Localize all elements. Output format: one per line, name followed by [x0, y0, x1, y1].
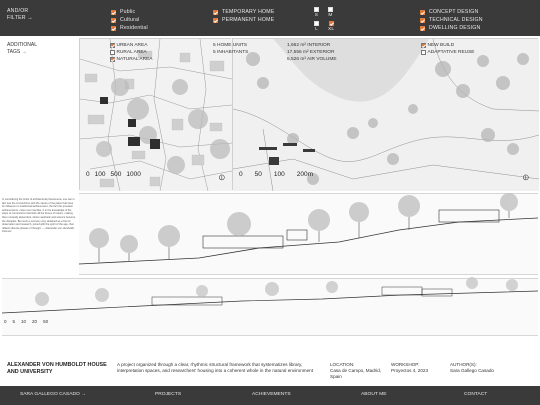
filter-size-l[interactable] [314, 21, 319, 32]
filter-toggle[interactable] [7, 8, 33, 22]
north-arrow-icon: ⦶ [219, 173, 225, 182]
filter-size-m-label: M [328, 13, 333, 18]
filter-public-label: Public [120, 9, 136, 15]
nav-projects[interactable]: PROJECTS [155, 392, 182, 397]
filter-concept-design[interactable] [420, 8, 483, 16]
checkbox-residential[interactable] [111, 26, 116, 31]
size-filter-group [314, 7, 340, 33]
nav-about-me[interactable]: ABOUT ME [361, 392, 387, 397]
scale-50: 50 [254, 171, 262, 178]
scale-200m: 200m [296, 171, 313, 178]
home-units: 5 HOME UNITS [213, 43, 248, 48]
checkbox-natural-area[interactable] [110, 57, 115, 62]
tag-adaptative-reuse-label: ADAPTATIVE REUSE [427, 50, 475, 55]
filter-bar [0, 0, 540, 36]
interior-surface: 1,662 m² INTERIOR [287, 43, 331, 48]
scale-0: 0 [239, 171, 243, 178]
section-scale-5: 5 [12, 319, 16, 324]
filter-dwelling-design[interactable] [420, 24, 483, 32]
filter-size-xl-label: XL [328, 27, 335, 32]
additional-tags-line2: TAGS → [7, 48, 27, 55]
filter-residential-label: Residential [120, 25, 148, 31]
checkbox-urban-area[interactable] [110, 43, 115, 48]
tag-adaptative-reuse[interactable] [421, 49, 475, 56]
scale-500: 500 [110, 171, 122, 178]
scale-100: 100 [273, 171, 285, 178]
filter-permanent-home-label: PERMANENT HOME [222, 17, 275, 23]
checkbox-adaptative-reuse[interactable] [421, 50, 426, 55]
site-map-detail [213, 38, 538, 190]
filter-temporary-home-label: TEMPORARY HOME [222, 9, 275, 15]
section-scale-20: 20 [32, 319, 38, 324]
filter-technical-design-label: TECHNICAL DESIGN [429, 17, 483, 23]
nav-home-name[interactable]: SARA GALLEGO CASADO → [20, 392, 87, 397]
design-filter-group [420, 8, 483, 32]
tag-new-build-label: NEW BUILD [427, 43, 455, 48]
tag-urban-area-label: URBAN AREA [116, 43, 148, 48]
large-map-scale [86, 171, 141, 178]
author-label: AUTHOR(S): [450, 362, 477, 367]
program-filter-group [111, 8, 148, 32]
checkbox-new-build[interactable] [421, 43, 426, 48]
filter-size-s-label: S [314, 13, 319, 18]
footer-nav [0, 386, 540, 405]
filter-size-xl[interactable] [328, 21, 334, 32]
north-arrow-icon: ⦶ [523, 173, 529, 182]
checkbox-rural-area[interactable] [110, 50, 115, 55]
build-tags [421, 42, 475, 56]
section-2-drawing [2, 279, 538, 337]
checkbox-public[interactable] [111, 10, 116, 15]
filter-size-l-label: L [315, 27, 318, 32]
location-value: Casa de Campo, Madrid, Spain [330, 368, 382, 379]
inhabitants: 5 INHABITANTS [213, 50, 249, 55]
project-location [330, 362, 388, 380]
filter-permanent-home[interactable] [213, 16, 274, 24]
section-scale-50: 50 [43, 319, 49, 324]
air-volume: 5,526 m³ AIR VOLUME [287, 57, 337, 62]
filter-size-s[interactable] [314, 7, 319, 18]
tag-rural-area-label: RURAL AREA [116, 50, 147, 55]
tag-natural-area[interactable] [110, 56, 153, 63]
filter-concept-design-label: CONCEPT DESIGN [429, 9, 479, 15]
tag-rural-area[interactable] [110, 49, 153, 56]
nav-achievements[interactable]: ACHIEVEMENTS [252, 392, 291, 397]
filter-public[interactable] [111, 8, 148, 16]
filter-dwelling-design-label: DWELLING DESIGN [429, 25, 481, 31]
quote-text: In considering the limits of architectural phenomena, one can in fact see the connections with the nature of the place that have its influence on intellectual achievement, the fact the proudest achievements, notes ever inscribe. It in the knowledge of the steps of connections that links all the forces of nature, making them mutually dependent, where aesthetic and science become the disciples. But such a recovery only obtained as a fruit of observation and research, joined with the spirit of the age, that reflects diverse phases of thought. — Alexander von Humboldt, Kosmos [2, 198, 76, 234]
checkbox-dwelling-design[interactable] [420, 26, 425, 31]
nav-contact[interactable]: CONTACT [464, 392, 488, 397]
workshop-value: Proyectos 4, 2023 [391, 368, 429, 373]
filter-label-line2: FILTER → [7, 15, 33, 21]
author-value: Sara Gallego Casado [450, 368, 494, 373]
checkbox-technical-design[interactable] [420, 18, 425, 23]
workshop-label: WORKSHOP: [391, 362, 420, 367]
area-tags [110, 42, 153, 63]
filter-temporary-home[interactable] [213, 8, 274, 16]
project-title: ALEXANDER VON HUMBOLDT HOUSE AND UNIVERSITY [7, 362, 107, 375]
checkbox-temporary-home[interactable] [213, 10, 218, 15]
site-map-detail-drawing [233, 39, 539, 191]
section-scale [4, 319, 48, 324]
project-workshop [391, 362, 446, 374]
checkbox-size-m[interactable] [328, 7, 333, 12]
exterior-surface: 17,556 m² EXTERIOR [287, 50, 335, 55]
checkbox-concept-design[interactable] [420, 10, 425, 15]
section-scale-10: 10 [21, 319, 27, 324]
checkbox-size-l[interactable] [314, 21, 319, 26]
filter-cultural-label: Cultural [120, 17, 140, 23]
checkbox-size-s[interactable] [314, 7, 319, 12]
filter-residential[interactable] [111, 24, 148, 32]
site-section-1 [79, 193, 538, 275]
scale-100: 100 [94, 171, 106, 178]
additional-tags-line1: ADDITIONAL [7, 42, 38, 48]
site-section-2 [2, 278, 538, 336]
checkbox-permanent-home[interactable] [213, 18, 218, 23]
filter-size-m[interactable] [328, 7, 333, 18]
filter-label-line1: AND/OR [7, 8, 29, 14]
tag-urban-area[interactable] [110, 42, 153, 49]
scale-0: 0 [86, 171, 90, 178]
location-label: LOCATION: [330, 362, 355, 367]
tag-new-build[interactable] [421, 42, 475, 49]
project-author [450, 362, 535, 374]
detail-map-scale [239, 171, 313, 178]
tag-natural-area-label: NATURAL AREA [116, 57, 153, 62]
site-map-large-scale [79, 38, 231, 190]
section-scale-0: 0 [4, 319, 7, 324]
section-1-drawing [79, 194, 538, 276]
project-summary: A project organized through a clear, rhythmic structural framework that systematizes library, interpretation spaces, and researchers' housing into a coherent whole in the natural environment [117, 362, 313, 373]
filter-cultural[interactable] [111, 16, 148, 24]
filter-technical-design[interactable] [420, 16, 483, 24]
scale-1000: 1000 [126, 171, 141, 178]
checkbox-cultural[interactable] [111, 18, 116, 23]
duration-filter-group [213, 8, 274, 24]
surface-tags [287, 42, 367, 63]
site-map-large-drawing [80, 39, 232, 191]
additional-tags-toggle[interactable] [7, 42, 37, 55]
stats-tags [213, 42, 293, 56]
checkbox-size-xl[interactable] [329, 21, 334, 26]
